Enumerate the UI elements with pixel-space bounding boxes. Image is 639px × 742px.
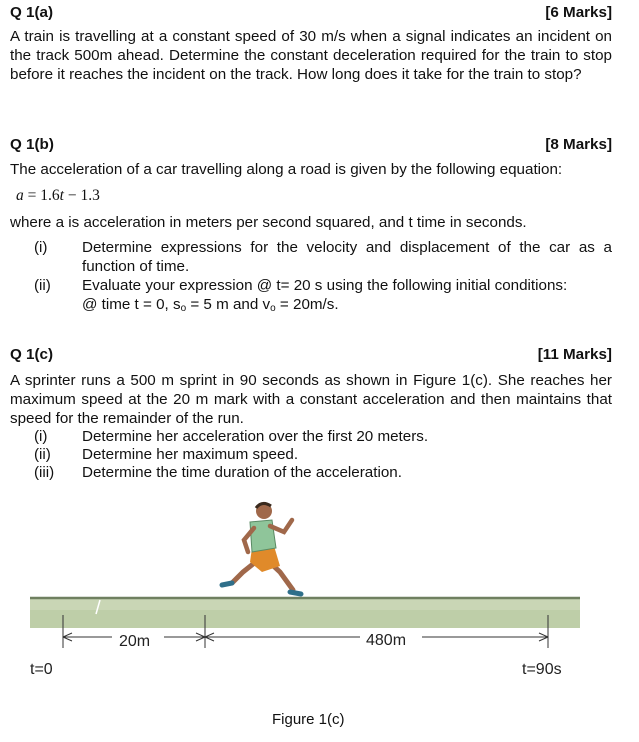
eq-const: 1.3 [80,187,100,204]
q1b-part-ii-line2b: = 5 m and v [186,296,271,313]
q1c-marks: [11 Marks] [537,346,612,363]
q1b-part-ii-line1: Evaluate your expression @ t= 20 s using the following initial conditions: [82,277,568,294]
q1b-marks: [8 Marks] [545,136,612,153]
q1a-text: A train is travelling at a constant speed of 30 m/s when a signal indicates an incident on the track 500m ahead. Determine the constant deceleration required for the train to stop before it reaches the incident on the track. How long does it take for the train to stop? [10,28,612,83]
q1b-part-ii-line2c: = 20m/s. [275,296,339,313]
q1a-label: Q 1(a) [10,4,54,21]
q1c-part-i-num: (i) [34,428,48,445]
label-t90: t=90s [522,661,562,678]
q1b-label: Q 1(b) [10,136,54,153]
s-subscript: o [180,303,187,314]
q1b-intro: The acceleration of a car travelling along a road is given by the following equation: [10,161,563,178]
q1a-marks: [6 Marks] [545,4,612,21]
q1b-where: where a is acceleration in meters per second squared, and t time in seconds. [10,214,527,231]
eq-coef: 1.6 [40,187,60,204]
q1c-part-ii-text: Determine her maximum speed. [82,446,299,463]
eq-minus: − [67,187,77,204]
q1b-part-i-num: (i) [34,239,48,256]
q1c-label: Q 1(c) [10,346,54,363]
eq-lhs: a [16,187,24,204]
label-t0: t=0 [30,661,53,678]
eq-equals: = [27,187,37,204]
figure-caption: Figure 1(c) [272,711,345,728]
label-480m: 480m [366,632,407,649]
grass-shade [30,610,580,628]
q1b-part-ii-num: (ii) [34,277,51,294]
q1c-part-iii-text: Determine the time duration of the acceleration. [82,464,402,481]
q1b-part-i-text: Determine expressions for the velocity and displacement of the car as a function of time. [82,239,612,275]
q1c-part-iii-num: (iii) [34,464,55,481]
q1b-part-ii-line2a: @ time t = 0, s [82,296,181,313]
q1c-part-i-text: Determine her acceleration over the first 20 meters. [82,428,429,445]
label-20m: 20m [119,633,151,650]
runner-figure [222,503,301,594]
v-subscript: o [270,303,276,314]
q1c-part-ii-num: (ii) [34,446,51,463]
q1c-text: A sprinter runs a 500 m sprint in 90 seconds as shown in Figure 1(c). She reaches her maximum speed at the 20 m mark with a constant acceleration and then maintains that speed for the remainder of the run. [10,372,612,427]
eq-var: t [59,187,64,204]
